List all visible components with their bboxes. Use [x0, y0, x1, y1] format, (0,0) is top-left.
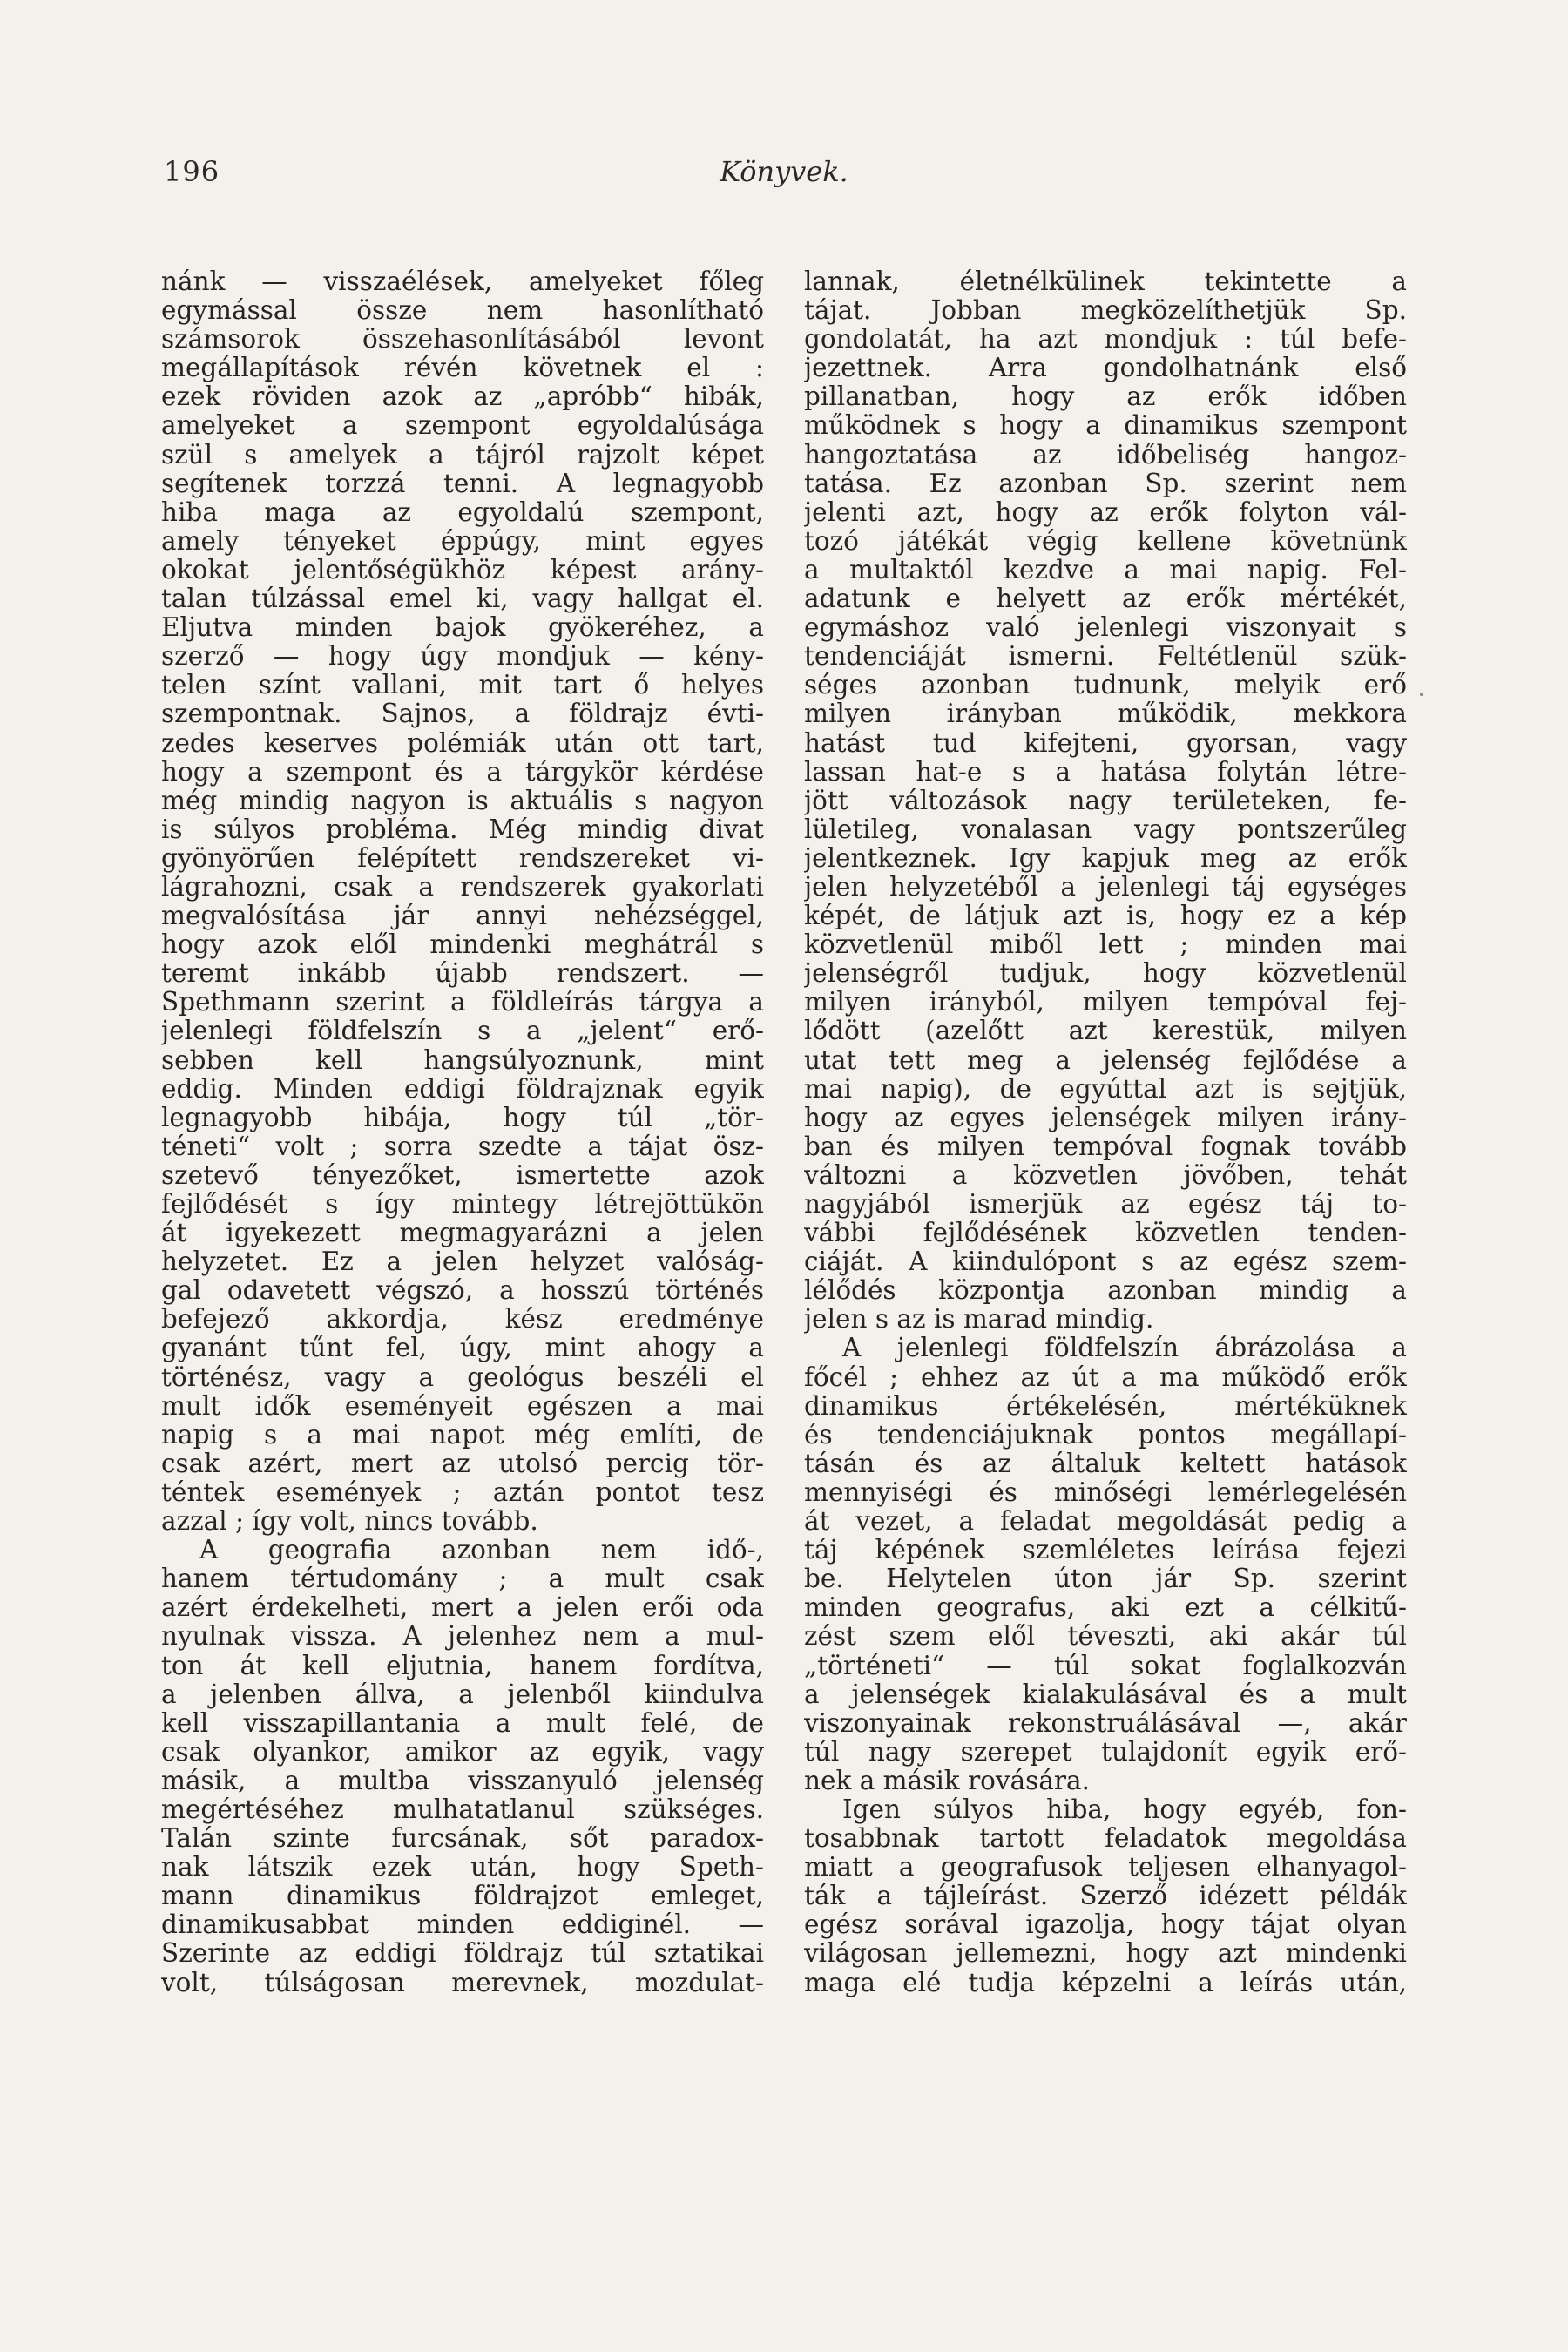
- text-line: hangoztatása az időbeliség hangoz-: [804, 440, 1407, 470]
- text-line: változni a közvetlen jövőben, tehát: [804, 1160, 1407, 1190]
- text-line: segítenek torzzá tenni. A legnagyobb: [161, 469, 764, 498]
- text-line: ciáját. A kiindulópont s az egész szem-: [804, 1247, 1407, 1277]
- text-line: lannak, életnélkülinek tekintette a: [804, 267, 1407, 296]
- text-line: pillanatban, hogy az erők időben: [804, 382, 1407, 412]
- text-line: csak azért, mert az utolsó percig tör-: [161, 1449, 764, 1478]
- text-line: Eljutva minden bajok gyökeréhez, a: [161, 613, 764, 643]
- text-line: jelentkeznek. Igy kapjuk meg az erők: [804, 843, 1407, 873]
- text-line: ták a tájleírást. Szerző idézett példák: [804, 1882, 1407, 1911]
- text-line: Spethmann szerint a földleírás tárgya a: [161, 988, 764, 1017]
- text-line: befejező akkordja, kész eredménye: [161, 1305, 764, 1335]
- text-line: túl nagy szerepet tulajdonít egyik erő-: [804, 1737, 1407, 1767]
- text-line: sebben kell hangsúlyoznunk, mint: [161, 1045, 764, 1075]
- text-line: gondolatát, ha azt mondjuk : túl befe-: [804, 325, 1407, 355]
- text-line: A geografia azonban nem idő-,: [199, 1536, 764, 1565]
- text-line: szül s amelyek a tájról rajzolt képet: [161, 440, 764, 470]
- text-line: „történeti“ — túl sokat foglalkozván: [804, 1651, 1407, 1680]
- text-line: megvalósítása jár annyi nehézséggel,: [161, 902, 764, 931]
- text-line: jezettnek. Arra gondolhatnánk első: [804, 354, 1407, 383]
- text-line: minden geografus, aki ezt a célkitű-: [804, 1593, 1407, 1623]
- text-line: egész sorával igazolja, hogy tájat olyan: [804, 1910, 1407, 1940]
- text-line: szetevő tényezőket, ismertette azok: [161, 1160, 764, 1190]
- text-line: ezek röviden azok az „apróbb“ hibák,: [161, 382, 764, 412]
- text-line: téntek események ; aztán pontot tesz: [161, 1477, 764, 1507]
- text-line: megértéséhez mulhatatlanul szükséges.: [161, 1794, 764, 1824]
- text-line: még mindig nagyon is aktuális s nagyon: [161, 786, 764, 815]
- text-line: nek a másik rovására.: [804, 1766, 1090, 1795]
- text-line: telen színt vallani, mit tart ő helyes: [161, 671, 764, 700]
- text-line: zedes keserves polémiák után ott tart,: [161, 728, 764, 758]
- text-line: nyulnak vissza. A jelenhez nem a mul-: [161, 1622, 764, 1652]
- text-line: jelenti azt, hogy az erők folyton vál-: [804, 497, 1407, 527]
- text-line: zést szem elől téveszti, aki akár túl: [804, 1622, 1407, 1652]
- text-line: nak látszik ezek után, hogy Speth-: [161, 1853, 764, 1882]
- text-line: csak olyankor, amikor az egyik, vagy: [161, 1737, 764, 1767]
- text-line: lágrahozni, csak a rendszerek gyakorlati: [161, 872, 764, 902]
- text-line: és tendenciájuknak pontos megállapí-: [804, 1420, 1407, 1450]
- text-line: azért érdekelheti, mert a jelen erői oda: [161, 1593, 764, 1623]
- page-number: 196: [164, 155, 220, 188]
- text-line: amelyeket a szempont egyoldalúsága: [161, 411, 764, 441]
- text-line: a multaktól kezdve a mai napig. Fel-: [804, 555, 1407, 585]
- text-line: dinamikusabbat minden eddiginél. —: [161, 1910, 764, 1940]
- text-line: tatása. Ez azonban Sp. szerint nem: [804, 469, 1407, 498]
- text-line: viszonyainak rekonstruálásával —, akár: [804, 1708, 1407, 1738]
- text-line: eddig. Minden eddigi földrajznak egyik: [161, 1074, 764, 1104]
- text-line: egymáshoz való jelenlegi viszonyait s: [804, 613, 1407, 643]
- text-line: szerző — hogy úgy mondjuk — kény-: [161, 642, 764, 672]
- text-line: utat tett meg a jelenség fejlődése a: [804, 1045, 1407, 1075]
- text-line: A jelenlegi földfelszín ábrázolása a: [842, 1334, 1407, 1363]
- text-line: tendenciáját ismerni. Feltétlenül szük-: [804, 642, 1407, 672]
- text-line: közvetlenül miből lett ; minden mai: [804, 930, 1407, 960]
- text-line: séges azonban tudnunk, melyik erő: [804, 671, 1407, 700]
- text-line: teremt inkább újabb rendszert. —: [161, 959, 764, 989]
- text-line: jelen s az is marad mindig.: [804, 1305, 1154, 1335]
- text-line: a jelenben állva, a jelenből kiindulva: [161, 1680, 764, 1709]
- text-line: nagyjából ismerjük az egész táj to-: [804, 1190, 1407, 1219]
- text-line: tosabbnak tartott feladatok megoldása: [804, 1824, 1407, 1854]
- text-line: történész, vagy a geológus beszéli el: [161, 1362, 764, 1392]
- text-line: gyönyörűen felépített rendszereket vi-: [161, 843, 764, 873]
- text-line: maga elé tudja képzelni a leírás után,: [804, 1968, 1407, 1997]
- text-line: nánk — visszaélések, amelyeket főleg: [161, 267, 764, 296]
- text-line: jelenségről tudjuk, hogy közvetlenül: [804, 959, 1407, 989]
- text-line: főcél ; ehhez az út a ma működő erők: [804, 1362, 1407, 1392]
- running-head: Könyvek.: [720, 155, 848, 188]
- text-line: téneti“ volt ; sorra szedte a tájat ösz-: [161, 1132, 764, 1161]
- text-line: megállapítások révén követnek el :: [161, 354, 764, 383]
- right-text-column: [804, 267, 1407, 1997]
- text-line: okokat jelentőségükhöz képest arány-: [161, 555, 764, 585]
- text-line: talan túlzással emel ki, vagy hallgat el.: [161, 585, 764, 614]
- text-line: át igyekezett megmagyarázni a jelen: [161, 1219, 764, 1248]
- text-line: napig s a mai napot még említi, de: [161, 1420, 764, 1450]
- text-line: jelen helyzetéből a jelenlegi táj egységes: [804, 872, 1407, 902]
- text-line: mennyiségi és minőségi lemérlegelésén: [804, 1477, 1407, 1507]
- text-line: Igen súlyos hiba, hogy egyéb, fon-: [842, 1794, 1407, 1824]
- text-line: mult idők eseményeit egészen a mai: [161, 1391, 764, 1421]
- text-line: be. Helytelen úton jár Sp. szerint: [804, 1565, 1407, 1594]
- text-line: ton át kell eljutnia, hanem fordítva,: [161, 1651, 764, 1680]
- text-line: táj képének szemléletes leírása fejezi: [804, 1536, 1407, 1565]
- text-line: hogy azok elől mindenki meghátrál s: [161, 930, 764, 960]
- text-line: helyzetet. Ez a jelen helyzet valóság-: [161, 1247, 764, 1277]
- text-line: működnek s hogy a dinamikus szempont: [804, 411, 1407, 441]
- text-line: szempontnak. Sajnos, a földrajz évti-: [161, 700, 764, 729]
- text-line: volt, túlságosan merevnek, mozdulat-: [161, 1968, 764, 1997]
- text-line: hatást tud kifejteni, gyorsan, vagy: [804, 728, 1407, 758]
- text-line: gyanánt tűnt fel, úgy, mint ahogy a: [161, 1334, 764, 1363]
- text-line: mai napig), de egyúttal azt is sejtjük,: [804, 1074, 1407, 1104]
- text-line: hogy a szempont és a tárgykör kérdése: [161, 757, 764, 787]
- text-line: milyen irányból, milyen tempóval fej-: [804, 988, 1407, 1017]
- text-line: egymással össze nem hasonlítható: [161, 296, 764, 326]
- text-line: képét, de látjuk azt is, hogy ez a kép: [804, 902, 1407, 931]
- text-line: is súlyos probléma. Még mindig divat: [161, 814, 764, 844]
- text-line: másik, a multba visszanyuló jelenség: [161, 1766, 764, 1795]
- text-line: dinamikus értékelésén, mértéküknek: [804, 1391, 1407, 1421]
- text-line: lületileg, vonalasan vagy pontszerűleg: [804, 814, 1407, 844]
- text-line: tozó játékát végig kellene követnünk: [804, 526, 1407, 556]
- text-line: hiba maga az egyoldalú szempont,: [161, 497, 764, 527]
- text-line: fejlődését s így mintegy létrejöttükön: [161, 1190, 764, 1219]
- text-line: jelenlegi földfelszín s a „jelent“ erő-: [161, 1017, 764, 1046]
- text-line: tájat. Jobban megközelíthetjük Sp.: [804, 296, 1407, 326]
- text-line: amely tényeket éppúgy, mint egyes: [161, 526, 764, 556]
- text-line: Talán szinte furcsának, sőt paradox-: [161, 1824, 764, 1854]
- text-line: hanem tértudomány ; a mult csak: [161, 1565, 764, 1594]
- text-line: lélődés központja azonban mindig a: [804, 1276, 1407, 1306]
- text-line: ban és milyen tempóval fognak tovább: [804, 1132, 1407, 1161]
- text-line: gal odavetett végszó, a hosszú történés: [161, 1276, 764, 1306]
- text-line: Szerinte az eddigi földrajz túl sztatikai: [161, 1939, 764, 1969]
- text-line: miatt a geografusok teljesen elhanyagol-: [804, 1853, 1407, 1882]
- text-line: lassan hat-e s a hatása folytán létre-: [804, 757, 1407, 787]
- text-line: lődött (azelőtt azt kerestük, milyen: [804, 1017, 1407, 1046]
- text-line: hogy az egyes jelenségek milyen irány-: [804, 1103, 1407, 1132]
- text-line: vábbi fejlődésének közvetlen tenden-: [804, 1219, 1407, 1248]
- text-line: jött változások nagy területeken, fe-: [804, 786, 1407, 815]
- text-line: adatunk e helyett az erők mértékét,: [804, 585, 1407, 614]
- text-line: legnagyobb hibája, hogy túl „tör-: [161, 1103, 764, 1132]
- text-line: számsorok összehasonlításából levont: [161, 325, 764, 355]
- text-line: át vezet, a feladat megoldását pedig a: [804, 1507, 1407, 1537]
- text-line: mann dinamikus földrajzot emleget,: [161, 1882, 764, 1911]
- text-line: kell visszapillantania a mult felé, de: [161, 1708, 764, 1738]
- text-line: a jelenségek kialakulásával és a mult: [804, 1680, 1407, 1709]
- text-line: azzal ; így volt, nincs tovább.: [161, 1507, 538, 1537]
- text-line: világosan jellemezni, hogy azt mindenki: [804, 1939, 1407, 1969]
- text-line: milyen irányban működik, mekkora: [804, 700, 1407, 729]
- text-line: tásán és az általuk keltett hatások: [804, 1449, 1407, 1478]
- left-text-column: [161, 267, 764, 1997]
- print-speck: [1420, 693, 1423, 696]
